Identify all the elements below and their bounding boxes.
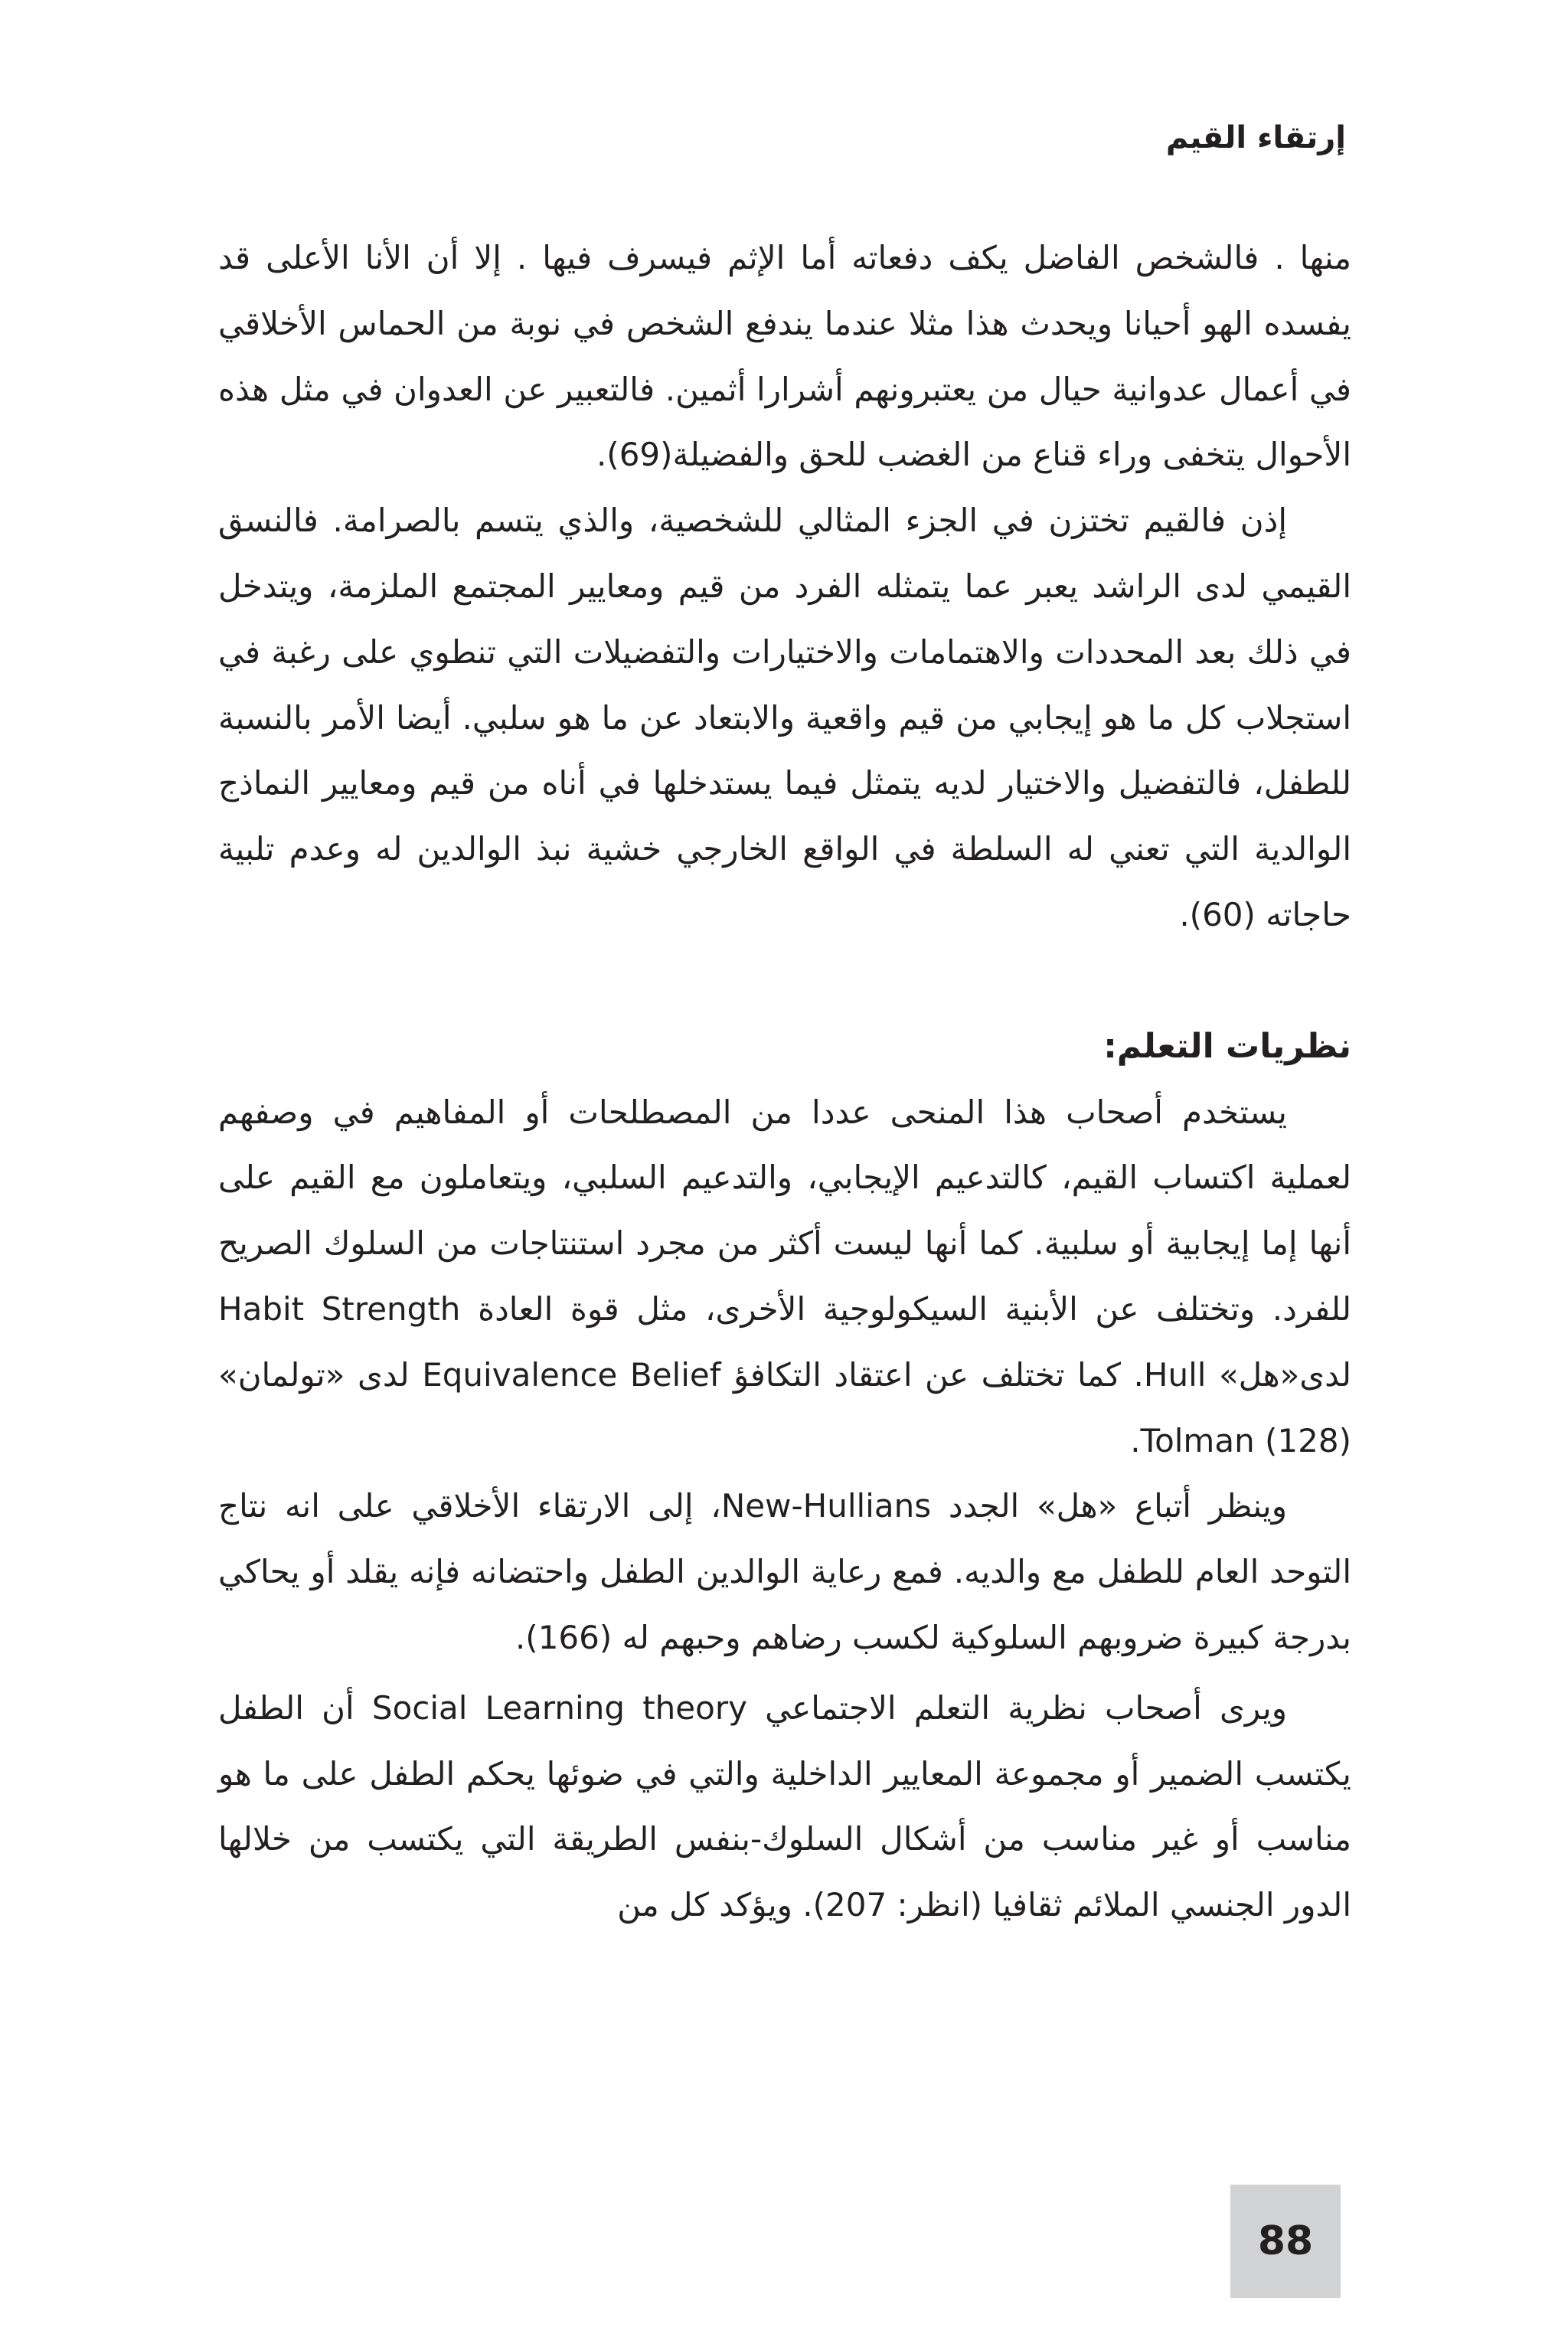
section-gap [218,948,1351,1014]
paragraph-3: يستخدم أصحاب هذا المنحى عددا من المصطلحات أو المفاهيم في وصفهم لعملية اكتساب القيم، كالتدعيم الإيجابي، والتدعيم السلبي، ويتعاملون مع القيم على أنها إما إيجابية أو سلبية. كما أنها ليست أكثر من مجرد استنتاجات من السلوك الصريح للفرد. وتختلف عن الأبنية السيكولوجية الأخرى، مثل قوة العادة Habit Strength لدى«هل» Hull. كما تختلف عن اعتقاد التكافؤ Equivalence Belief لدى «تولمان» Tolman (128). [218,1093,1352,1459]
page-number: 88 [1257,2218,1314,2264]
paragraph-1: منها . فالشخص الفاضل يكف دفعاته أما الإثم فيسرف فيها . إلا أن الأنا الأعلى قد يفسده الهو أحيانا ويحدث هذا مثلا عندما يندفع الشخص في نوبة من الحماس الأخلاقي في أعمال عدوانية حيال من يعتبرونهم أشرارا أثمين. فالتعبير عن العدوان في مثل هذه الأحوال يتخفى وراء قناع من الغضب للحق والفضيلة(69). [218,239,1351,474]
paragraph-2: إذن فالقيم تختزن في الجزء المثالي للشخصية، والذي يتسم بالصرامة. فالنسق القيمي لدى الراشد يعبر عما يتمثله الفرد من قيم ومعايير المجتمع الملزمة، ويتدخل في ذلك بعد المحددات والاهتمامات والاختيارات والتفضيلات التي تنطوي على رغبة في استجلاب كل ما هو إيجابي من قيم واقعية والابتعاد عن ما هو سلبي. أيضا الأمر بالنسبة للطفل، فالتفضيل والاختيار لديه يتمثل فيما يستدخلها في أناه من قيم ومعايير النماذج الوالدية التي تعني له السلطة في الواقع الخارجي خشية نبذ الوالدين له وعدم تلبية حاجاته (60). [218,502,1351,933]
body-text [218,225,1351,1938]
section-heading: نظريات التعلم: [1103,1026,1351,1066]
paragraph-4: وينظر أتباع «هل» الجدد New-Hullians، إلى الارتقاء الأخلاقي على انه نتاج التوحد العام للطفل مع والديه. فمع رعاية الوالدين الطفل واحتضانه فإنه يقلد أو يحاكي بدرجة كبيرة ضروبهم السلوكية لكسب رضاهم وحبهم له (166). [218,1487,1351,1656]
page-number-box [1230,2185,1341,2298]
running-header-title: إرتقاء القيم [1165,120,1346,155]
paragraph-5: ويرى أصحاب نظرية التعلم الاجتماعي Social Learning theory أن الطفل يكتسب الضمير أو مجموعة المعايير الداخلية والتي في ضوئها يحكم الطفل على ما هو مناسب أو غير مناسب من أشكال السلوك-بنفس الطريقة التي يكتسب من خلالها الدور الجنسي الملائم ثقافيا (انظر: 207). ويؤكد كل من [218,1688,1351,1924]
